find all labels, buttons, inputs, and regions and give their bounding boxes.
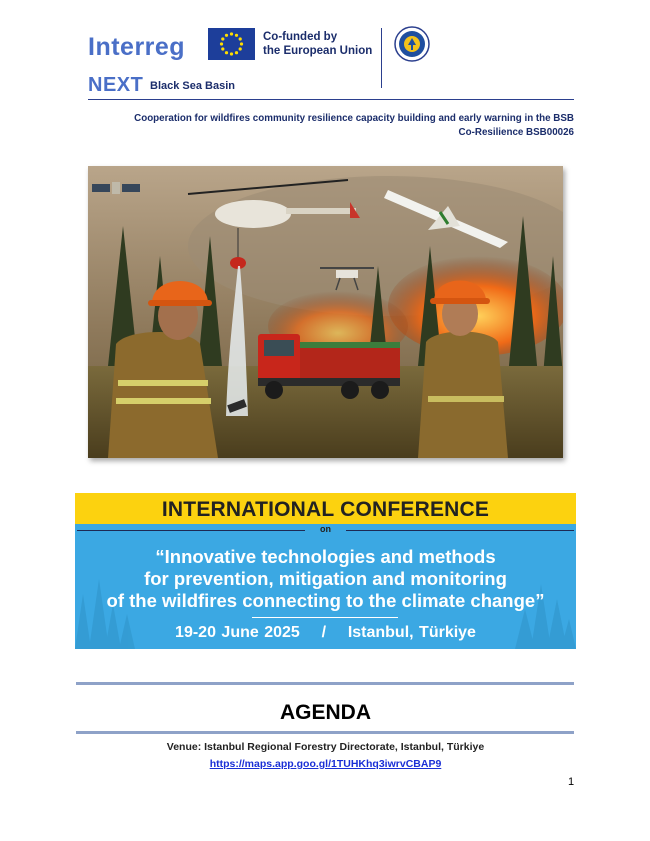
conference-title: INTERNATIONAL CONFERENCE: [161, 498, 490, 521]
eu-flag-icon: [208, 28, 255, 60]
conference-dates-location: [75, 624, 576, 642]
agenda-top-rule: [76, 682, 574, 685]
partner-emblem-icon: [394, 26, 430, 62]
eu-line-2: the European Union: [263, 45, 373, 57]
wildfire-illustration: [88, 166, 563, 458]
banner-separator: [252, 617, 398, 618]
on-left-line: [77, 530, 305, 531]
agenda-title: AGENDA: [279, 701, 371, 724]
conference-location: Istanbul, Türkiye: [347, 624, 476, 641]
header-rule: [88, 99, 574, 100]
interreg-logo-text: Interreg: [88, 33, 186, 61]
agenda-bottom-rule: [76, 731, 574, 734]
eu-line-1: Co-funded by: [263, 31, 338, 43]
conference-dates: 19-20 June 2025: [175, 624, 300, 641]
conference-theme-line-1: “Innovative technologies and methods: [155, 546, 496, 567]
page-number: 1: [568, 776, 575, 788]
project-title: Cooperation for wildfires community resilience capacity building and early warning in the BSB: [134, 113, 574, 124]
banner-on-label: on: [320, 524, 331, 534]
conference-theme-line-2: for prevention, mitigation and monitoring: [144, 568, 507, 589]
eu-cofunded-text: [263, 30, 372, 58]
next-logo-text: NEXT: [88, 74, 144, 96]
conference-theme-line-3: of the wildfires connecting to the climate change”: [106, 590, 545, 611]
venue-text: Venue: Istanbul Regional Forestry Directorate, Istanbul, Türkiye: [166, 741, 485, 753]
project-code: Co-Resilience BSB00026: [458, 127, 574, 138]
program-name: Black Sea Basin: [150, 80, 235, 92]
header-divider: [381, 28, 382, 88]
maps-link[interactable]: https://maps.app.goo.gl/1TUHKhq3iwrvCBAP9: [209, 758, 442, 770]
dates-slash: /: [321, 624, 327, 641]
on-right-line: [346, 530, 574, 531]
